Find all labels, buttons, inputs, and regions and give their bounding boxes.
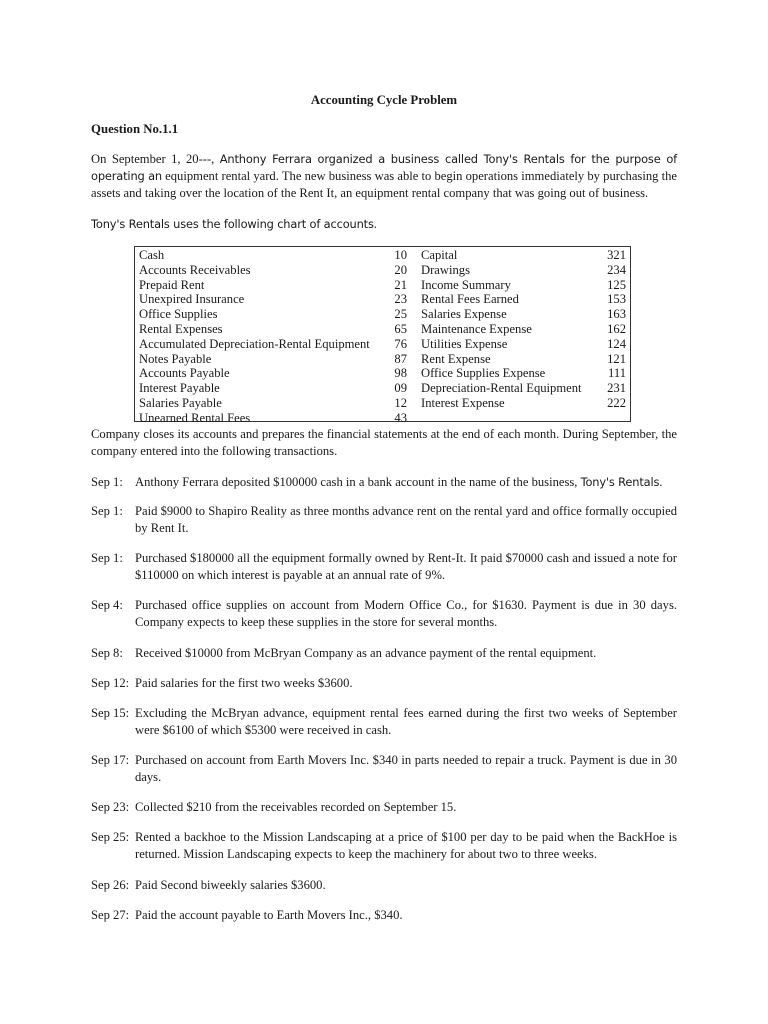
account-name: Unexpired Insurance bbox=[139, 292, 245, 307]
account-number: 124 bbox=[607, 336, 626, 351]
transaction-text-end: . bbox=[659, 475, 663, 489]
transaction-text: Purchased on account from Earth Movers Inc. $340 in parts needed to repair a truck. Payment is due in 30 days. bbox=[135, 753, 677, 784]
accounts-column-left bbox=[139, 248, 407, 426]
account-row bbox=[139, 263, 407, 278]
account-name: Salaries Payable bbox=[139, 395, 222, 410]
account-number: 09 bbox=[394, 381, 407, 396]
account-name: Utilities Expense bbox=[421, 336, 508, 351]
transaction-date: Sep 4: bbox=[91, 598, 123, 612]
transaction-text: Paid the account payable to Earth Movers Inc., $340. bbox=[135, 908, 403, 922]
account-row bbox=[421, 307, 626, 322]
account-row bbox=[421, 337, 626, 352]
account-row bbox=[421, 352, 626, 367]
account-row bbox=[139, 381, 407, 396]
account-number: 20 bbox=[394, 262, 407, 277]
account-name: Income Summary bbox=[421, 277, 511, 292]
transaction-text: Purchased $180000 all the equipment formally owned by Rent-It. It paid $70000 cash and issued a note for $110000 on which interest is payable at an annual rate of 9%. bbox=[135, 551, 677, 582]
account-row bbox=[139, 337, 407, 352]
account-number: 163 bbox=[607, 307, 626, 322]
transaction-text: Rented a backhoe to the Mission Landscaping at a price of $100 per day to be paid when the BackHoe is returned. Mission Landscaping expects to keep the machinery for about two to three weeks. bbox=[135, 830, 677, 861]
account-name: Prepaid Rent bbox=[139, 277, 205, 292]
account-row bbox=[139, 366, 407, 381]
account-name: Accumulated Depreciation-Rental Equipment bbox=[139, 336, 370, 351]
account-row bbox=[421, 366, 626, 381]
transaction-text: Received $10000 from McBryan Company as an advance payment of the rental equipment. bbox=[135, 646, 597, 660]
account-number: 111 bbox=[608, 366, 626, 381]
account-number: 76 bbox=[394, 336, 407, 351]
transaction-text: Purchased office supplies on account from Modern Office Co., for $1630. Payment is due in 30 days. Company expects to keep these supplies in the store for several months. bbox=[135, 598, 677, 629]
account-row bbox=[421, 292, 626, 307]
account-row bbox=[421, 396, 626, 411]
transaction-date: Sep 1: bbox=[91, 551, 123, 565]
intro-text-end: equipment rental yard. The new business was able to begin operations immediately by purchasing the assets and taking over the location of the Rent It, an equipment rental company that was going out of business. bbox=[91, 169, 677, 200]
transaction-date: Sep 1: bbox=[91, 475, 123, 489]
transaction-text: Paid salaries for the first two weeks $3600. bbox=[135, 676, 353, 690]
account-row bbox=[139, 278, 407, 293]
transaction-text-main: Anthony Ferrara deposited $100000 cash in a bank account in the name of the business, bbox=[135, 475, 581, 489]
account-row bbox=[421, 322, 626, 337]
account-number: 98 bbox=[394, 366, 407, 381]
account-name: Office Supplies Expense bbox=[421, 366, 546, 381]
page-title: Accounting Cycle Problem bbox=[310, 93, 458, 107]
intro-text-start: On September 1, 20---, bbox=[91, 152, 220, 166]
account-number: 10 bbox=[394, 248, 407, 262]
account-name: Maintenance Expense bbox=[421, 321, 532, 336]
transaction-date: Sep 23: bbox=[91, 800, 130, 814]
account-row bbox=[139, 352, 407, 367]
account-number: 125 bbox=[607, 277, 626, 292]
account-number: 25 bbox=[394, 307, 407, 322]
transaction-date: Sep 12: bbox=[91, 676, 130, 690]
transaction-text: Paid Second biweekly salaries $3600. bbox=[135, 878, 326, 892]
account-number: 153 bbox=[607, 292, 626, 307]
account-row bbox=[139, 396, 407, 411]
account-name: Accounts Payable bbox=[139, 366, 230, 381]
account-row bbox=[421, 278, 626, 293]
transaction-date: Sep 25: bbox=[91, 830, 130, 844]
account-number: 121 bbox=[607, 351, 626, 366]
account-number: 321 bbox=[607, 248, 626, 262]
closing-paragraph: Company closes its accounts and prepares the financial statements at the end of each month. During September, the company entered into the following transactions. bbox=[91, 427, 677, 458]
account-row bbox=[421, 381, 626, 396]
account-name: Interest Payable bbox=[139, 381, 220, 396]
chart-intro-text: Tony's Rentals uses the following chart of accounts bbox=[91, 217, 374, 231]
account-row bbox=[139, 322, 407, 337]
account-name: Rental Fees Earned bbox=[421, 292, 519, 307]
account-name: Notes Payable bbox=[139, 351, 212, 366]
account-number: 222 bbox=[607, 395, 626, 410]
transaction-date: Sep 8: bbox=[91, 646, 123, 660]
account-row bbox=[139, 248, 407, 263]
account-number: 43 bbox=[394, 410, 407, 425]
transaction-text: Collected $210 from the receivables recorded on September 15. bbox=[135, 800, 457, 814]
accounts-column-right bbox=[421, 248, 626, 411]
account-number: 162 bbox=[607, 321, 626, 336]
account-number: 234 bbox=[607, 262, 626, 277]
transaction-text: Excluding the McBryan advance, equipment rental fees earned during the first two weeks of September were $6100 of which $5300 were received in cash. bbox=[135, 706, 677, 737]
account-name: Depreciation-Rental Equipment bbox=[421, 381, 582, 396]
account-name: Unearned Rental Fees bbox=[139, 410, 251, 425]
account-number: 231 bbox=[607, 381, 626, 396]
question-heading: Question No.1.1 bbox=[91, 122, 179, 136]
business-name: Tony's Rentals bbox=[580, 475, 660, 489]
account-name: Capital bbox=[421, 248, 458, 262]
chart-of-accounts-intro bbox=[91, 216, 377, 233]
account-number: 12 bbox=[394, 395, 407, 410]
account-row bbox=[421, 248, 626, 263]
intro-text-highlight: Anthony Ferrara organized a business called Tony's Rentals for the purpose of operating an bbox=[91, 152, 677, 183]
transaction-text: Paid $9000 to Shapiro Reality as three months advance rent on the rental yard and office formally occupied by Rent It. bbox=[135, 504, 677, 535]
account-name: Rent Expense bbox=[421, 351, 491, 366]
account-name: Drawings bbox=[421, 262, 470, 277]
transaction-date: Sep 17: bbox=[91, 753, 130, 767]
account-number: 87 bbox=[394, 351, 407, 366]
account-name: Salaries Expense bbox=[421, 307, 507, 322]
account-name: Cash bbox=[139, 248, 165, 262]
transaction-date: Sep 27: bbox=[91, 908, 130, 922]
transaction-date: Sep 26: bbox=[91, 878, 130, 892]
account-row bbox=[421, 263, 626, 278]
account-row bbox=[139, 411, 407, 426]
intro-paragraph bbox=[91, 151, 677, 202]
account-number: 21 bbox=[394, 277, 407, 292]
account-number: 65 bbox=[394, 321, 407, 336]
chart-of-accounts-table bbox=[134, 246, 631, 425]
transaction-date: Sep 15: bbox=[91, 706, 130, 720]
transaction-date: Sep 1: bbox=[91, 504, 123, 518]
account-name: Rental Expenses bbox=[139, 321, 223, 336]
account-name: Accounts Receivables bbox=[139, 262, 251, 277]
transaction-text bbox=[135, 474, 677, 491]
account-name: Office Supplies bbox=[139, 307, 218, 322]
account-row bbox=[139, 292, 407, 307]
account-name: Interest Expense bbox=[421, 395, 505, 410]
account-number: 23 bbox=[394, 292, 407, 307]
chart-intro-period: . bbox=[373, 217, 377, 231]
account-row bbox=[139, 307, 407, 322]
